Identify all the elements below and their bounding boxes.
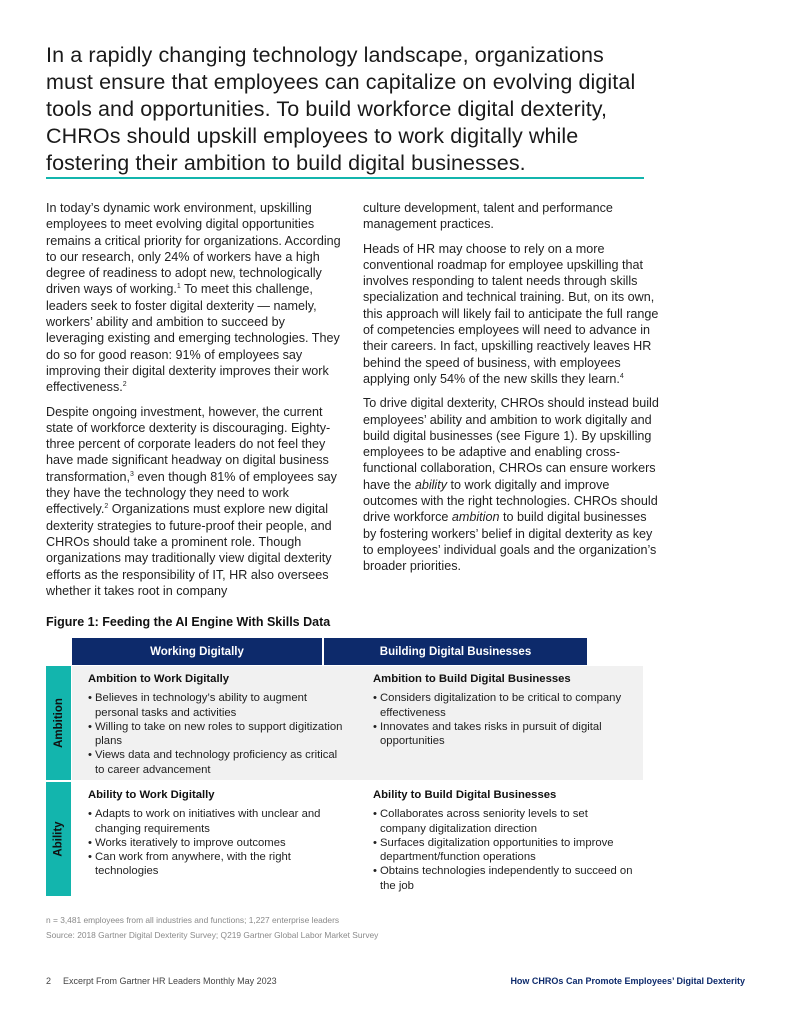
cell-title: Ability to Build Digital Businesses — [373, 789, 557, 801]
cell-list — [373, 807, 633, 893]
text-run: Organizations must explore new digital dexterity strategies to future-proof their people, and CHROs should take a prominent role. Though organizations may traditionally view digital dexterity efforts as the responsibility of IT, HR also oversees whether it takes root in company — [46, 502, 332, 598]
row-label-text: Ability — [52, 821, 65, 857]
page-number: 2 — [46, 976, 52, 986]
emphasis: ability — [414, 477, 448, 492]
text-run: Despite ongoing investment, however, the current state of workforce dexterity is discouraging. Eighty-three percent of corporate leaders do not feel they have made significant headway on digital business transformation, — [46, 404, 331, 484]
list-item: • Collaborates across seniority levels to set company digitalization direction — [373, 807, 633, 836]
figure-title: Figure 1: Feeding the AI Engine With Skills Data — [46, 615, 331, 629]
paragraph — [46, 404, 346, 600]
footnote-ref: 3 — [130, 470, 134, 478]
cell-ambition-build-digital-businesses — [357, 666, 643, 780]
cell-ambition-work-digitally — [72, 666, 357, 780]
list-item: • Works iteratively to improve outcomes — [88, 836, 347, 850]
list-item: • Surfaces digitalization opportunities to improve department/function operations — [373, 836, 633, 865]
paragraph: culture development, talent and performance management practices. — [363, 201, 613, 232]
sample-note: n = 3,481 employees from all industries and functions; 1,227 enterprise leaders — [46, 915, 340, 925]
footer-publication: Excerpt From Gartner HR Leaders Monthly May 2023 — [63, 976, 277, 986]
text-run: To drive digital dexterity, CHROs should instead build employees’ ability and ambition to work digitally and build digital businesses (see Figure 1). By upskilling employees to be adaptive and enabling cross-functional collaboration, CHROs can ensure workers have the — [363, 396, 659, 492]
paragraph — [46, 200, 346, 396]
cell-list — [88, 807, 347, 878]
row-label-ability — [46, 782, 71, 896]
list-item: • Believes in technology’s ability to augment personal tasks and activities — [88, 691, 347, 720]
row-label-ambition — [46, 666, 71, 780]
cell-title: Ability to Work Digitally — [88, 789, 215, 801]
source-note: Source: 2018 Gartner Digital Dexterity Survey; Q219 Gartner Global Labor Market Survey — [46, 930, 379, 940]
footnote-ref: 1 — [176, 283, 181, 291]
headline: In a rapidly changing technology landscape, organizations must ensure that employees can capitalize on evolving digital tools and opportunities. To build workforce digital dexterity, CHROs should upskill employees to work digitally while fostering their ambition to build digital businesses. — [46, 43, 636, 175]
figure-notes — [46, 913, 378, 943]
cell-list — [373, 691, 633, 748]
list-item: • Considers digitalization to be critical to company effectiveness — [373, 691, 633, 720]
cell-title: Ambition to Work Digitally — [88, 673, 230, 685]
footer-article-title: How CHROs Can Promote Employees’ Digital Dexterity — [510, 976, 745, 986]
paragraph — [363, 241, 663, 388]
cell-title: Ambition to Build Digital Businesses — [373, 673, 571, 685]
body-column-left — [46, 200, 346, 607]
paragraph — [363, 395, 663, 574]
text-run: to work digitally and improve outcomes with the right technologies. CHROs should drive workforce — [363, 477, 658, 525]
text-run: to build digital businesses by fostering workers’ belief in digital dexterity as key to employees’ individual goals and the organization’s broader priorities. — [363, 510, 657, 574]
emphasis: ambition — [451, 510, 500, 525]
list-item: • Willing to take on new roles to support digitization plans — [88, 720, 347, 749]
text-run: Heads of HR may choose to rely on a more conventional roadmap for employee upskilling that involves responding to talent needs through skills specialization and technical training. But, on its own, this approach will likely fail to anticipate the full range of competencies employees will need to advance in their careers. In fact, upskilling reactively leaves HR behind the speed of business, with employees applying only 54% of the new skills they learn. — [363, 241, 659, 386]
text-run: even though 81% of employees say they have the technology they need to work effectively. — [46, 469, 337, 517]
column-header-working-digitally: Working Digitally — [72, 638, 322, 665]
list-item: • Innovates and takes risks in pursuit of digital opportunities — [373, 720, 633, 749]
list-item: • Adapts to work on initiatives with unclear and changing requirements — [88, 807, 347, 836]
text-run: To meet this challenge, leaders seek to foster digital dexterity — namely, workers’ ability and ambition to succeed by leveraging existing and emerging technologies. They do so for good reason: 91% of employees say improving their digital dexterity improves their work effectiveness. — [46, 282, 340, 395]
text-run: In today’s dynamic work environment, upskilling employees to meet evolving digital opportunities remains a critical priority for organizations. According to our research, only 24% of workers have a high degree of readiness to adopt new, technologically driven ways of working. — [46, 201, 341, 297]
column-header-building-digital-businesses: Building Digital Businesses — [324, 638, 587, 665]
list-item: • Obtains technologies independently to succeed on the job — [373, 864, 633, 893]
footnote-ref: 2 — [104, 503, 109, 511]
list-item: • Can work from anywhere, with the right technologies — [88, 850, 347, 879]
footnote-ref: 4 — [619, 372, 624, 380]
headline-divider — [46, 177, 644, 179]
list-item: • Views data and technology proficiency as critical to career advancement — [88, 748, 347, 777]
body-column-right — [363, 200, 663, 583]
cell-ability-work-digitally — [72, 782, 357, 896]
footer-left — [46, 976, 277, 986]
cell-list — [88, 691, 347, 777]
footnote-ref: 2 — [122, 381, 127, 389]
row-label-text: Ambition — [52, 698, 65, 748]
cell-ability-build-digital-businesses — [357, 782, 643, 896]
